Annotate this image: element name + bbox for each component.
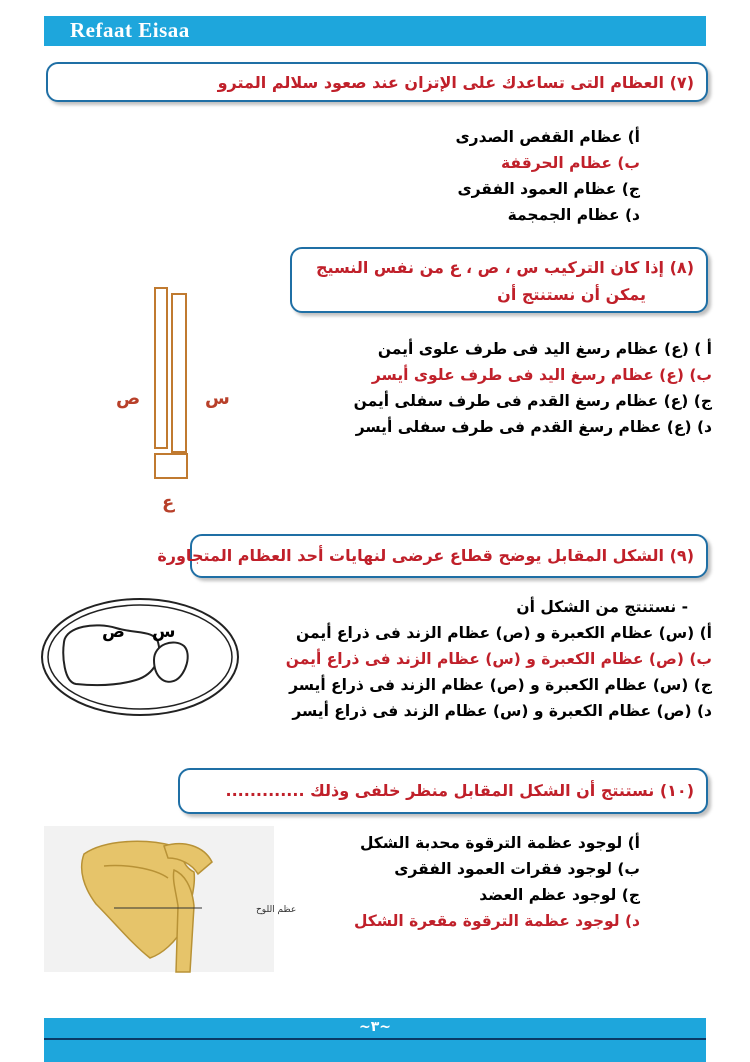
q8-option-c: ج) (ع) عظام رسغ القدم فى طرف سفلى أيمن: [353, 392, 712, 410]
header-title: Refaat Eisaa: [70, 18, 190, 42]
q10-figure-label: عظم اللوح: [256, 905, 297, 915]
cross-section-figure-q9: [36, 594, 246, 724]
q7-option-b: ب) عظام الحرقفة: [501, 154, 640, 172]
question-9-options: [286, 594, 712, 724]
footer-divider: [44, 1038, 706, 1040]
question-7-box: [46, 62, 708, 102]
question-7-text: (٧) العظام التى تساعدك على الإتزان عند صعود سلالم المترو: [217, 73, 694, 92]
q9-option-b: ب) (ص) عظام الكعبرة و (س) عظام الزند فى ذراع أيمن: [285, 650, 712, 668]
q9-intro: - نستنتج من الشكل أن: [516, 598, 688, 616]
question-10-box: [178, 768, 708, 814]
page-number: ~٣~: [358, 1019, 391, 1035]
q8-label-sad: ص: [116, 388, 141, 409]
q10-option-c: ج) لوجود عظم العضد: [479, 886, 640, 904]
q8-label-sin: س: [205, 388, 230, 409]
q7-option-d: د) عظام الجمجمة: [507, 206, 640, 224]
q7-option-a: أ) عظام القفص الصدرى: [455, 128, 640, 146]
q9-label-sad: ص: [102, 622, 125, 642]
shoulder-blade-figure-q10: [44, 826, 297, 972]
question-10-options: [354, 830, 640, 934]
question-8-line2: يمكن أن نستنتج أن: [497, 285, 646, 304]
q9-option-c: ج) (س) عظام الكعبرة و (ص) عظام الزند فى ذراع أيسر: [289, 676, 712, 694]
header-bar: [44, 16, 706, 46]
q8-option-b: ب) (ع) عظام رسغ اليد فى طرف علوى أيسر: [371, 366, 712, 384]
question-8-box: [290, 247, 708, 313]
question-9-text: (٩) الشكل المقابل يوضح قطاع عرضى لنهايات أحد العظام المتجاورة: [157, 546, 694, 565]
q8-option-d: د) (ع) عظام رسغ القدم فى طرف سفلى أيسر: [355, 418, 712, 436]
q10-option-b: ب) لوجود فقرات العمود الفقرى: [394, 860, 640, 878]
q9-option-a: أ) (س) عظام الكعبرة و (ص) عظام الزند فى ذراع أيمن: [296, 624, 712, 642]
q7-option-c: ج) عظام العمود الفقرى: [457, 180, 640, 198]
question-10-text: (١٠) نستنتج أن الشكل المقابل منظر خلفى وذلك .............: [225, 781, 694, 800]
question-8-options: [354, 336, 712, 440]
q9-label-sin: س: [152, 622, 176, 642]
question-9-box: [157, 534, 708, 578]
question-7-options: [455, 124, 640, 228]
bone-figure-q8: [140, 280, 210, 490]
q10-option-a: أ) لوجود عظمة الترقوة محدبة الشكل: [359, 834, 640, 852]
q8-option-a: أ ) (ع) عظام رسغ اليد فى طرف علوى أيمن: [377, 340, 712, 358]
question-8-line1: (٨) إذا كان التركيب س ، ص ، ع من نفس النسيج: [315, 258, 694, 277]
q8-label-ain: ع: [162, 492, 175, 513]
footer-bar: [44, 1018, 706, 1062]
q10-option-d: د) لوجود عظمة الترقوة مقعرة الشكل: [353, 912, 640, 930]
q9-option-d: د) (ص) عظام الكعبرة و (س) عظام الزند فى ذراع أيسر: [292, 702, 712, 720]
